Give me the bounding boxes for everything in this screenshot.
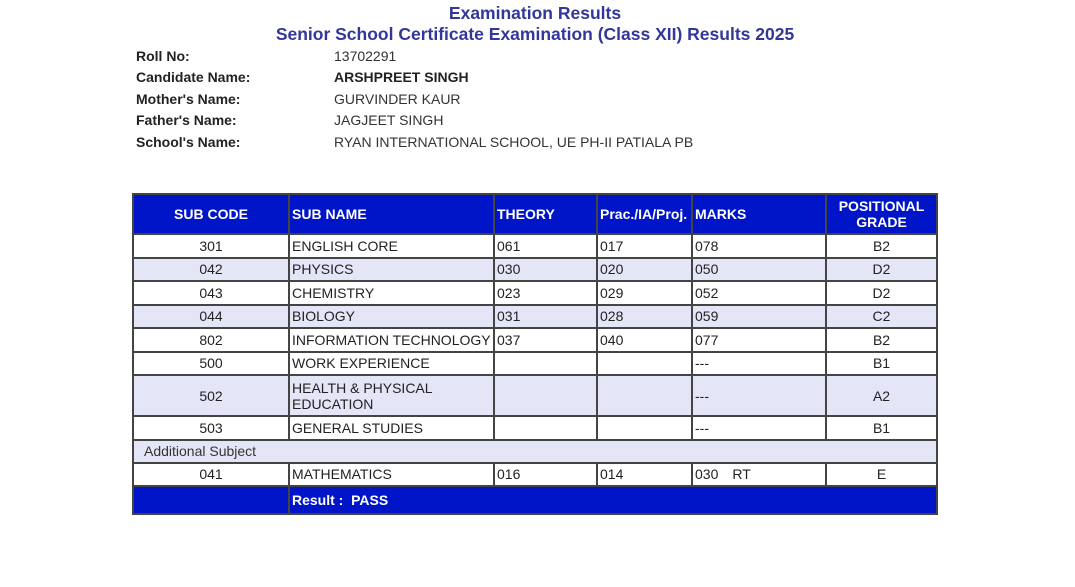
info-row-school-name [136, 131, 693, 153]
info-value: JAGJEET SINGH [334, 112, 444, 129]
cell-practical: 040 [598, 329, 691, 351]
cell-theory: 023 [495, 282, 596, 304]
cell-sub-name: MATHEMATICS [290, 464, 493, 486]
result-label: Result : [292, 492, 344, 508]
table-row [134, 376, 936, 415]
cell-practical [598, 376, 691, 415]
cell-grade: C2 [827, 306, 936, 328]
cell-theory [495, 417, 596, 439]
cell-theory: 061 [495, 235, 596, 257]
table-row [134, 353, 936, 375]
page-subtitle: Senior School Certificate Examination (Class XII) Results 2025 [275, 24, 795, 44]
info-label: Roll No: [136, 47, 190, 64]
cell-grade: D2 [827, 282, 936, 304]
info-label: Candidate Name: [136, 69, 251, 86]
table-header-row [134, 195, 936, 233]
cell-practical: 014 [598, 464, 691, 486]
cell-practical: 028 [598, 306, 691, 328]
table-row [134, 235, 936, 257]
info-value: 13702291 [334, 47, 397, 64]
cell-grade: D2 [827, 259, 936, 281]
header-sub-code: SUB CODE [134, 195, 288, 233]
cell-marks: --- [693, 417, 825, 439]
cell-sub-code: 043 [134, 282, 288, 304]
candidate-info [136, 45, 693, 153]
cell-theory [495, 353, 596, 375]
cell-sub-code: 041 [134, 464, 288, 486]
info-value: ARSHPREET SINGH [334, 69, 469, 86]
cell-theory: 016 [495, 464, 596, 486]
cell-sub-code: 044 [134, 306, 288, 328]
info-label: Father's Name: [136, 112, 237, 129]
table-row [134, 464, 936, 486]
cell-sub-name: GENERAL STUDIES [290, 417, 493, 439]
additional-subject-label: Additional Subject [134, 441, 936, 462]
info-row-roll-no [136, 45, 693, 67]
info-label: Mother's Name: [136, 90, 241, 107]
info-value: RYAN INTERNATIONAL SCHOOL, UE PH-II PATIALA PB [334, 133, 694, 150]
page-title: Examination Results [448, 3, 622, 23]
cell-sub-name: ENGLISH CORE [290, 235, 493, 257]
cell-practical: 029 [598, 282, 691, 304]
cell-sub-code: 500 [134, 353, 288, 375]
cell-sub-code: 502 [134, 376, 288, 415]
info-row-candidate-name [136, 67, 693, 89]
cell-sub-code: 802 [134, 329, 288, 351]
cell-marks: --- [693, 376, 825, 415]
cell-sub-code: 301 [134, 235, 288, 257]
cell-sub-code: 503 [134, 417, 288, 439]
header-theory: THEORY [495, 195, 596, 233]
cell-marks: 077 [693, 329, 825, 351]
cell-marks: 078 [693, 235, 825, 257]
result-row [134, 487, 936, 513]
table-row [134, 259, 936, 281]
cell-grade: A2 [827, 376, 936, 415]
result-spacer [134, 487, 288, 513]
page-header [0, 3, 1070, 45]
info-value: GURVINDER KAUR [334, 90, 461, 107]
cell-marks: --- [693, 353, 825, 375]
header-grade-line2: GRADE [856, 214, 907, 230]
result-cell [290, 487, 936, 513]
cell-practical: 020 [598, 259, 691, 281]
header-practical: Prac./IA/Proj. [598, 195, 691, 233]
cell-grade: B2 [827, 235, 936, 257]
cell-grade: B1 [827, 417, 936, 439]
cell-sub-name: HEALTH & PHYSICAL EDUCATION [290, 376, 493, 415]
table-row [134, 329, 936, 351]
cell-grade: B1 [827, 353, 936, 375]
result-value: PASS [351, 492, 389, 508]
header-marks: MARKS [693, 195, 825, 233]
cell-theory [495, 376, 596, 415]
cell-marks [693, 464, 825, 486]
table-row [134, 417, 936, 439]
info-label: School's Name: [136, 133, 241, 150]
cell-marks: 052 [693, 282, 825, 304]
cell-practical: 017 [598, 235, 691, 257]
cell-sub-name: PHYSICS [290, 259, 493, 281]
cell-grade: E [827, 464, 936, 486]
cell-sub-name: INFORMATION TECHNOLOGY [290, 329, 493, 351]
table-row [134, 306, 936, 328]
cell-theory: 030 [495, 259, 596, 281]
cell-theory: 031 [495, 306, 596, 328]
additional-subject-row [134, 441, 936, 462]
cell-theory: 037 [495, 329, 596, 351]
marks-value: 030 [695, 466, 719, 483]
info-row-mothers-name [136, 88, 693, 110]
header-positional-grade [827, 195, 936, 233]
header-sub-name: SUB NAME [290, 195, 493, 233]
cell-practical [598, 353, 691, 375]
cell-sub-name: BIOLOGY [290, 306, 493, 328]
results-table [132, 193, 938, 515]
info-row-fathers-name [136, 110, 693, 132]
table-row [134, 282, 936, 304]
cell-sub-name: WORK EXPERIENCE [290, 353, 493, 375]
cell-sub-code: 042 [134, 259, 288, 281]
marks-note: RT [732, 466, 751, 483]
header-grade-line1: POSITIONAL [838, 198, 925, 214]
cell-marks: 059 [693, 306, 825, 328]
cell-grade: B2 [827, 329, 936, 351]
cell-practical [598, 417, 691, 439]
cell-marks: 050 [693, 259, 825, 281]
cell-sub-name: CHEMISTRY [290, 282, 493, 304]
